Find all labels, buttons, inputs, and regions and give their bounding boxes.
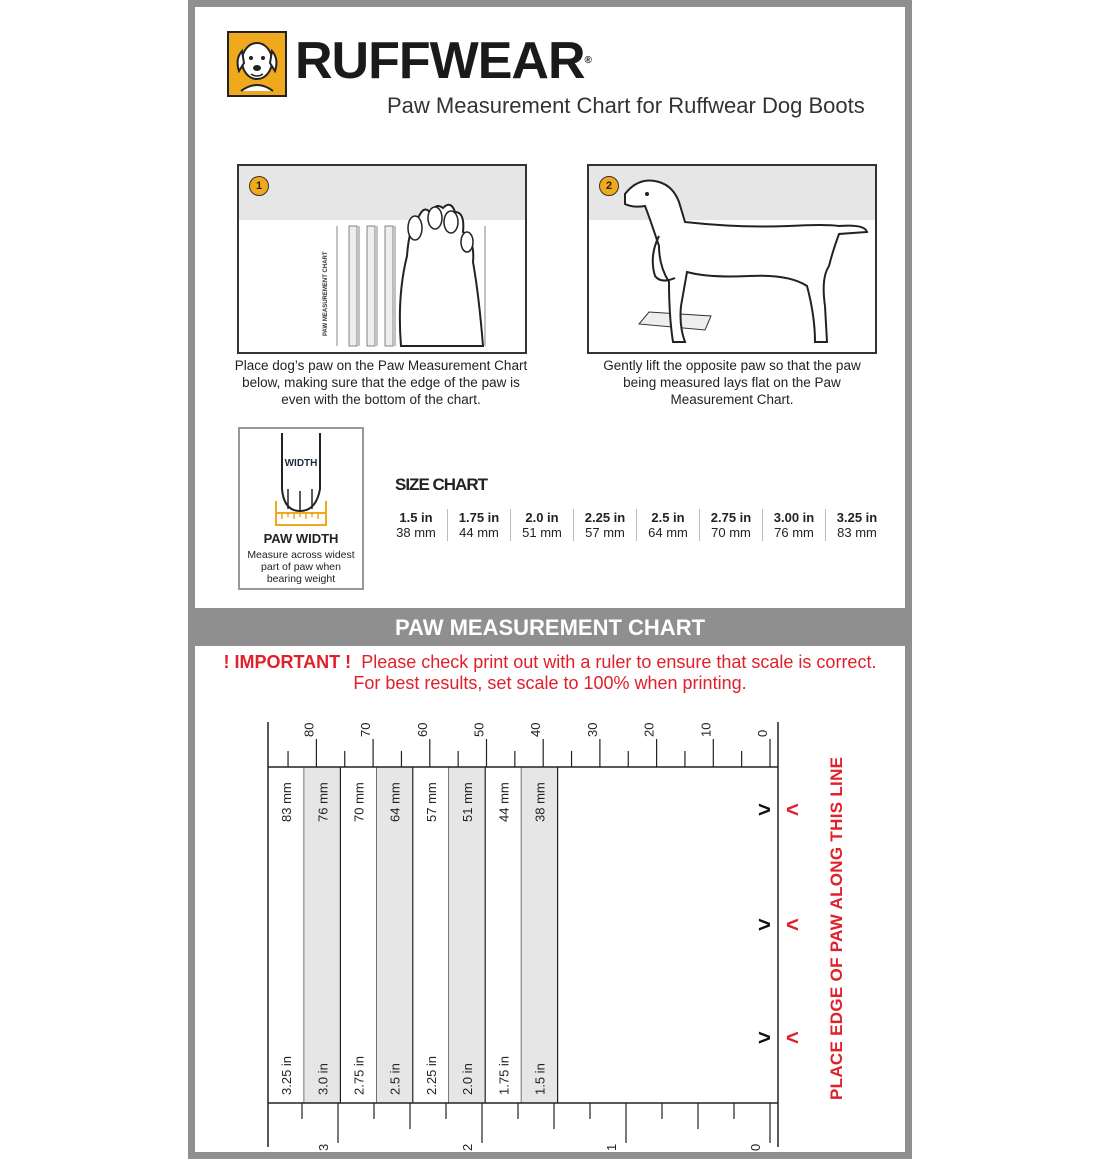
mm-tick-label: 20 <box>641 722 657 737</box>
paw-width-guide <box>238 427 364 590</box>
column-inch-label: 2.5 in <box>387 1063 403 1095</box>
page-frame <box>188 0 912 1159</box>
size-mm: 64 mm <box>648 525 688 540</box>
size-mm: 57 mm <box>585 525 625 540</box>
svg-text:PAW MEASUREMENT CHART: PAW MEASUREMENT CHART <box>323 251 329 336</box>
column-inch-label: 2.25 in <box>423 1055 439 1095</box>
column-inch-label: 1.75 in <box>496 1055 512 1095</box>
size-cell <box>699 509 762 541</box>
column-mm-label: 57 mm <box>423 782 439 822</box>
size-mm: 44 mm <box>459 525 499 540</box>
column-inch-label: 3.25 in <box>279 1055 295 1095</box>
size-mm: 70 mm <box>711 525 751 540</box>
paw-on-chart-icon <box>239 166 527 354</box>
column-inch-label: 3.0 in <box>315 1063 331 1095</box>
important-label: ! IMPORTANT ! <box>223 652 352 672</box>
size-inch: 3.25 in <box>836 510 878 525</box>
size-chart-title: SIZE CHART <box>395 475 487 494</box>
mm-tick-label: 80 <box>301 722 317 737</box>
warning-line-1: Please check print out with a ruler to ensure that scale is correct. <box>361 652 877 672</box>
column-inch-label: 2.75 in <box>351 1055 367 1095</box>
edge-instruction: PLACE EDGE OF PAW ALONG THIS LINE <box>827 756 846 1100</box>
mm-tick-label: 40 <box>528 722 544 737</box>
edge-marker-arrow-icon: > <box>758 1025 771 1050</box>
paw-width-icon <box>240 429 362 529</box>
mm-tick-label: 0 <box>755 729 770 737</box>
column-mm-label: 51 mm <box>460 782 476 822</box>
warning-line-2: For best results, set scale to 100% when printing. <box>353 673 747 693</box>
paw-width-title: PAW WIDTH <box>263 531 339 546</box>
size-inch: 1.5 in <box>399 510 433 525</box>
edge-arrow-icon: < <box>786 797 799 822</box>
edge-arrow-icon: < <box>786 912 799 937</box>
column-mm-label: 83 mm <box>279 782 295 822</box>
column-mm-label: 44 mm <box>496 782 512 822</box>
brand-name: RUFFWEAR® <box>295 32 591 90</box>
paw-width-label: WIDTH <box>284 458 318 469</box>
size-cell <box>385 509 447 541</box>
dog-lifting-paw-icon <box>589 166 877 354</box>
size-mm: 51 mm <box>522 525 562 540</box>
size-inch: 2.5 in <box>651 510 685 525</box>
edge-arrow-icon: < <box>786 1025 799 1050</box>
size-mm: 83 mm <box>837 525 877 540</box>
size-chart-table <box>385 509 888 541</box>
step-1-caption: Place dog’s paw on the Paw Measurement Chart below, making sure that the edge of the paw is even with the bottom of the chart. <box>234 358 528 407</box>
size-cell <box>573 509 636 541</box>
column-mm-label: 64 mm <box>387 782 403 822</box>
inch-tick-label: 3 <box>316 1143 331 1151</box>
step-2-caption: Gently lift the opposite paw so that the paw being measured lays flat on the Paw Measurement Chart. <box>603 358 861 407</box>
mm-tick-label: 50 <box>471 722 487 737</box>
size-inch: 3.00 in <box>773 510 815 525</box>
paw-width-description: Measure across widest part of paw when bearing weight <box>247 549 355 585</box>
column-mm-label: 76 mm <box>315 782 331 822</box>
step-1-illustration <box>237 164 527 354</box>
mm-tick-label: 60 <box>414 722 430 737</box>
size-cell <box>447 509 510 541</box>
size-cell <box>636 509 699 541</box>
column-mm-label: 70 mm <box>351 782 367 822</box>
dog-logo-icon <box>227 31 287 97</box>
mm-tick-label: 10 <box>698 722 714 737</box>
size-inch: 2.0 in <box>525 510 559 525</box>
size-inch: 2.75 in <box>710 510 752 525</box>
paw-measurement-ruler <box>195 707 905 1152</box>
chart-sheet <box>195 7 905 1152</box>
size-mm: 38 mm <box>396 525 436 540</box>
edge-marker-arrow-icon: > <box>758 797 771 822</box>
inch-tick-label: 2 <box>460 1143 475 1151</box>
size-cell <box>762 509 825 541</box>
size-mm: 76 mm <box>774 525 814 540</box>
column-mm-label: 38 mm <box>532 782 548 822</box>
step-number-badge: 1 <box>249 176 269 196</box>
mm-tick-label: 30 <box>584 722 600 737</box>
edge-marker-arrow-icon: > <box>758 912 771 937</box>
column-inch-label: 1.5 in <box>532 1063 548 1095</box>
size-inch: 1.75 in <box>458 510 500 525</box>
size-cell <box>510 509 573 541</box>
measurement-chart-banner: PAW MEASUREMENT CHART <box>195 608 905 646</box>
page-title: Paw Measurement Chart for Ruffwear Dog Boots <box>387 93 865 118</box>
column-inch-label: 2.0 in <box>460 1063 476 1095</box>
inch-tick-label: 1 <box>604 1143 619 1151</box>
scale-warning <box>195 652 905 694</box>
inch-tick-label: 0 <box>748 1143 763 1151</box>
mm-tick-label: 70 <box>358 722 374 737</box>
step-number-badge: 2 <box>599 176 619 196</box>
size-inch: 2.25 in <box>584 510 626 525</box>
size-cell <box>825 509 888 541</box>
step-2-illustration <box>587 164 877 354</box>
